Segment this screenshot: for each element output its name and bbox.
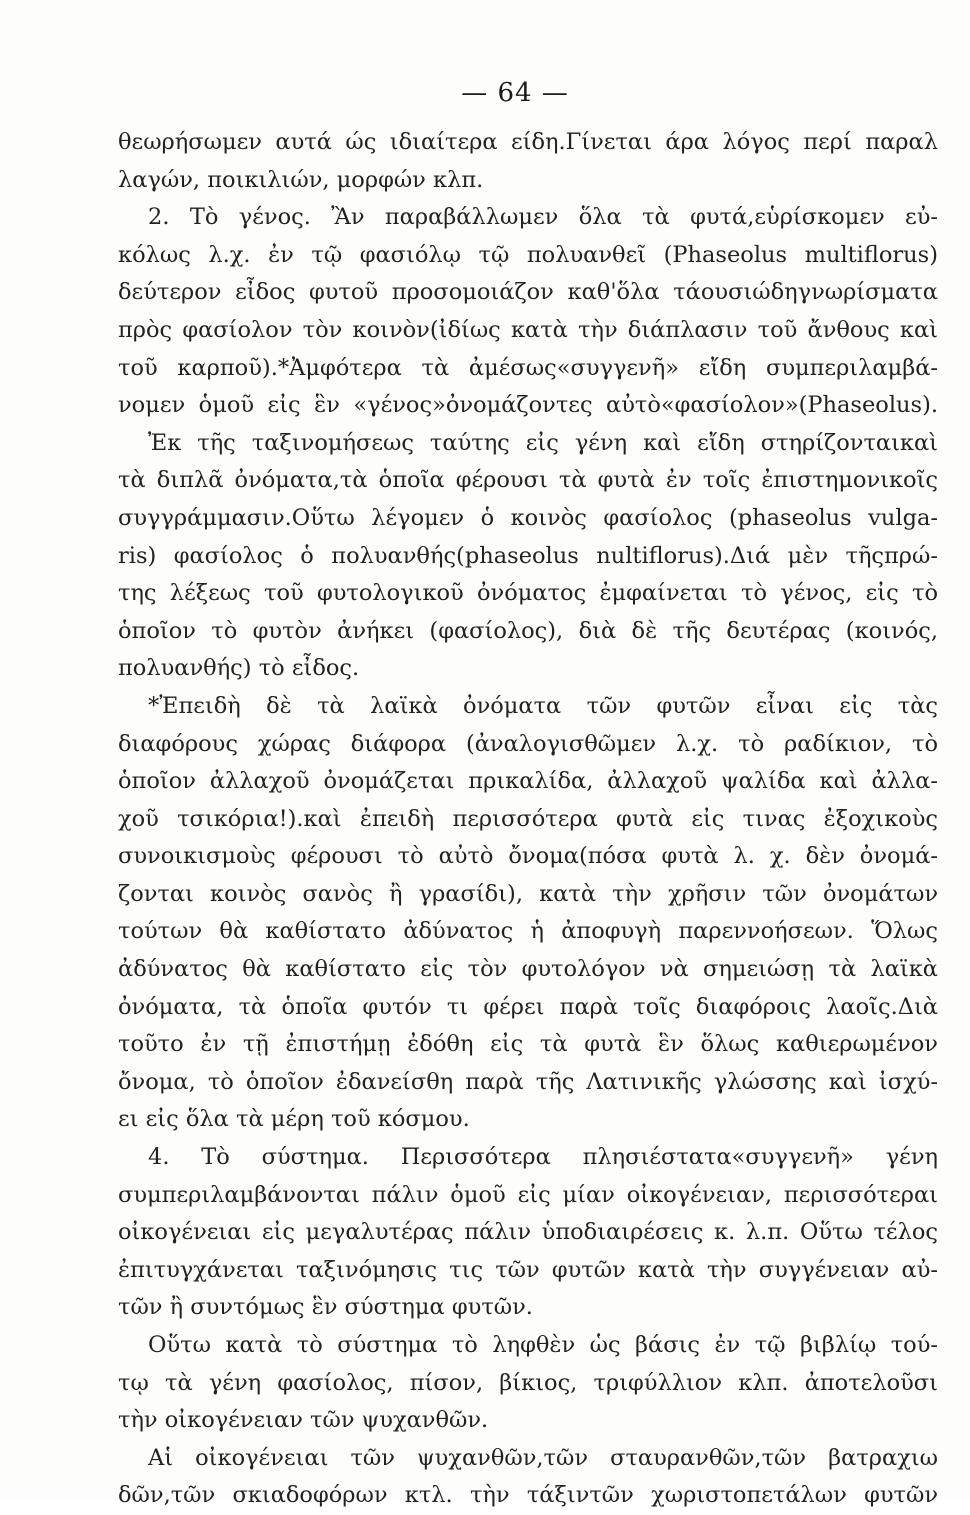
text-line: ὁποῖον ἀλλαχοῦ ὀνομάζεται πρικαλίδα, ἀλλαχοῦ ψαλίδα καὶ ἀλλα- xyxy=(118,768,938,795)
text-line: ὄνομα, τὸ ὁποῖον ἐδανείσθη παρὰ τῆς Λατινικῆς γλώσσης καὶ ἰσχύ- xyxy=(118,1068,938,1095)
text-line: τὰ διπλᾶ ὀνόματα,τὰ ὁποῖα φέρουσι τὰ φυτὰ ἐν τοῖς ἐπιστημονικοῖς xyxy=(118,467,938,494)
text-line: ris) φασίολος ὁ πολυανθής(phaseolus nultiflorus).Διά μὲν τῆςπρώ- xyxy=(118,542,938,569)
text-line: ὁποῖον τὸ φυτὸν ἀνήκει (φασίολος), διὰ δὲ τῆς δευτέρας (κοινός, xyxy=(118,617,938,644)
text-line: ἐπιτυγχάνεται ταξινόμησις τις τῶν φυτῶν κατὰ τὴν συγγένειαν αὐ- xyxy=(118,1256,938,1283)
text-line: τῶν ἢ συντόμως ἓν σύστημα φυτῶν. xyxy=(118,1294,533,1321)
text-line: οἰκογένειαι εἰς μεγαλυτέρας πάλιν ὑποδιαιρέσεις κ. λ.π. Οὕτω τέλος xyxy=(118,1219,938,1246)
text-line: Ἐκ τῆς ταξινομήσεως ταύτης εἰς γένη καὶ εἴδη στηρίζονταικαὶ xyxy=(148,429,938,456)
text-line: τοῦ καρποῦ).*Ἀμφότερα τὰ ἀμέσως«συγγενῆ» εἴδη συμπεριλαμβά- xyxy=(118,354,938,381)
text-line: δῶν,τῶν σκιαδοφόρων κτλ. τὴν τάξιντῶν χωριστοπετάλων φυτῶν xyxy=(118,1482,938,1509)
section-heading-line: 2. Τὸ γένος. Ἂν παραβάλλωμεν ὅλα τὰ φυτά,εὑρίσκομεν εὐ- xyxy=(148,204,938,231)
text-line: δεύτερον εἶδος φυτοῦ προσομοιάζον καθ'ὅλα τάουσιώδηγνωρίσματα xyxy=(118,279,938,306)
text-line: *Ἐπειδὴ δὲ τὰ λαϊκὰ ὀνόματα τῶν φυτῶν εἶναι εἰς τὰς xyxy=(148,692,938,719)
text-line: λαγών, ποικιλιών, μορφών κλπ. xyxy=(118,166,484,193)
text-line: της λέξεως τοῦ φυτολογικοῦ ὀνόματος ἐμφαίνεται τὸ γένος, εἰς τὸ xyxy=(118,580,938,607)
text-line: ἀδύνατος θὰ καθίστατο εἰς τὸν φυτολόγον νὰ σημειώσῃ τὰ λαϊκὰ xyxy=(118,956,938,983)
text-line: διαφόρους χώρας διάφορα (ἀναλογισθῶμεν λ.χ. τὸ ραδίκιον, τὸ xyxy=(118,730,938,757)
text-line: κόλως λ.χ. ἐν τῷ φασιόλῳ τῷ πολυανθεῖ (Phaseolus multiflorus) xyxy=(118,241,938,268)
text-line: νομεν ὁμοῦ εἰς ἓν «γένος»ὀνομάζοντες αὐτὸ«φασίολον»(Phaseolus). xyxy=(118,392,938,419)
text-line: θεωρήσωμεν αυτά ώς ιδιαίτερα είδη.Γίνεται άρα λόγος περί παραλ xyxy=(118,129,938,155)
page-number: — 64 — xyxy=(461,78,569,108)
text-line: χοῦ τσικόρια!).καὶ ἐπειδὴ περισσότερα φυτὰ εἰς τινας ἐξοχικοὺς xyxy=(118,805,938,832)
section-heading-line: 4. Τὸ σύστημα. Περισσότερα πλησιέστατα«συγγενῆ» γένη xyxy=(148,1144,938,1171)
text-line: συγγράμμασιν.Οὕτω λέγομεν ὁ κοινὸς φασίολος (phaseolus vulga- xyxy=(118,504,938,531)
text-line: τῳ τὰ γένη φασίολος, πίσον, βίκιος, τριφύλλιον κλπ. ἀποτελοῦσι xyxy=(118,1369,938,1396)
text-line: συνοικισμοὺς φέρουσι τὸ αὐτὸ ὄνομα(πόσα φυτὰ λ. χ. δὲν ὀνομά- xyxy=(118,843,938,870)
text-line: ὀνόματα, τὰ ὁποῖα φυτόν τι φέρει παρὰ τοῖς διαφόροις λαοῖς.Διὰ xyxy=(118,993,938,1020)
text-line: Οὕτω κατὰ τὸ σύστημα τὸ ληφθὲν ὡς βάσις ἐν τῷ βιβλίῳ τού- xyxy=(148,1332,938,1358)
text-line: ζονται κοινὸς σανὸς ἢ γρασίδι), κατὰ τὴν χρῆσιν τῶν ὀνομάτων xyxy=(118,880,938,907)
text-line: τὴν οἰκογένειαν τῶν ψυχανθῶν. xyxy=(118,1407,489,1434)
text-line: ει εἰς ὅλα τὰ μέρη τοῦ κόσμου. xyxy=(118,1106,470,1133)
text-line: πρὸς φασίολον τὸν κοινὸν(ἰδίως κατὰ τὴν διάπλασιν τοῦ ἄνθους καὶ xyxy=(118,316,938,343)
text-line: πολυανθής) τὸ εἶδος. xyxy=(118,655,360,682)
text-line: τούτων θὰ καθίστατο ἀδύνατος ἡ ἀποφυγὴ παρεννοήσεων. Ὅλως xyxy=(118,918,938,945)
text-line: τοῦτο ἐν τῇ ἐπιστήμῃ ἐδόθη εἰς τὰ φυτὰ ἓν ὅλως καθιερωμένον xyxy=(118,1031,938,1058)
text-line: συμπεριλαμβάνονται πάλιν ὁμοῦ εἰς μίαν οἰκογένειαν, περισσότεραι xyxy=(118,1181,938,1208)
body-text xyxy=(118,124,938,1515)
text-line: Αἱ οἰκογένειαι τῶν ψυχανθῶν,τῶν σταυρανθῶν,τῶν βατραχιω xyxy=(148,1444,938,1471)
